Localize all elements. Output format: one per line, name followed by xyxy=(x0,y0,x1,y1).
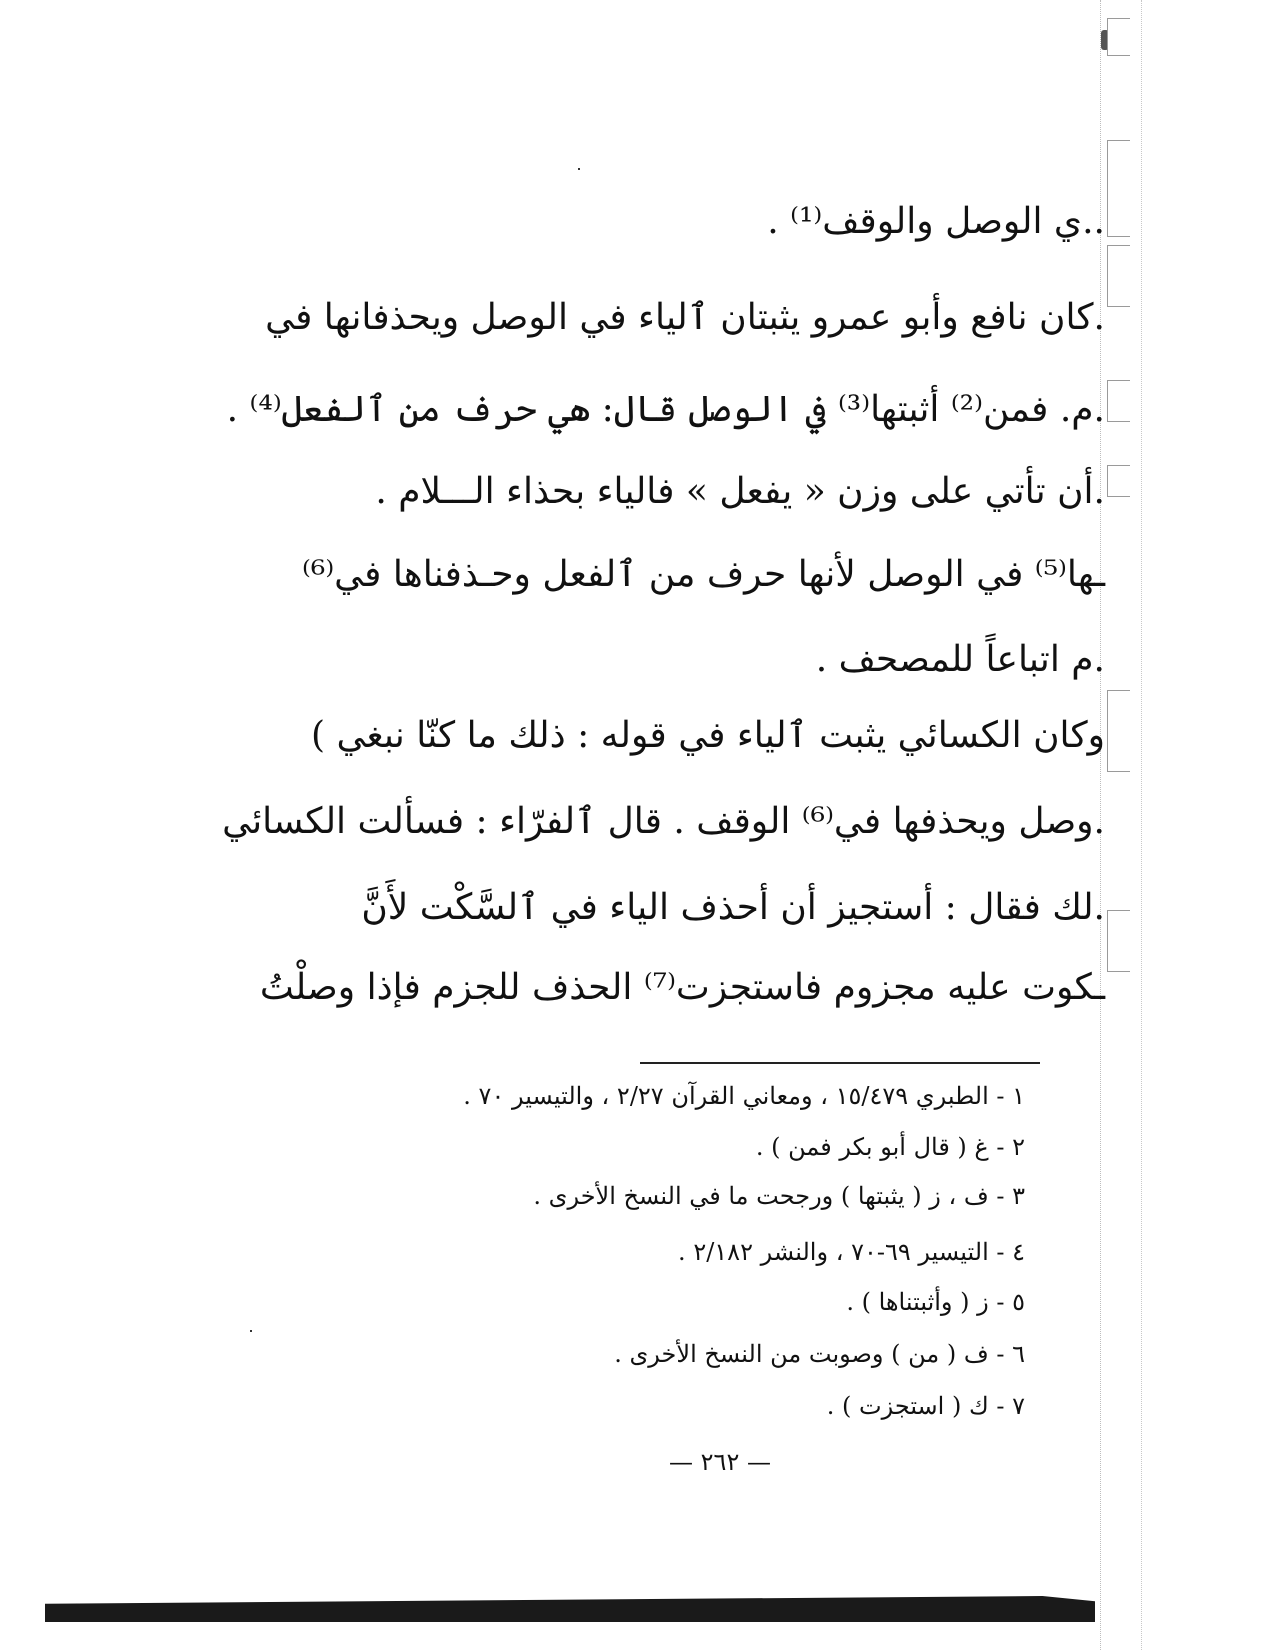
text-line: ..ي الوصل والوقف⁽¹⁾ . xyxy=(767,201,1105,242)
text-line: ـها⁽⁵⁾ في الوصل لأنها حرف من ٱلفعل وحـذفناها في⁽⁶⁾ xyxy=(302,554,1105,595)
binding-mark xyxy=(1107,910,1130,972)
text-line: .أن تأتي على وزن « يفعل » فالياء بحذاء الـــلام . xyxy=(375,471,1105,512)
binding-line xyxy=(1141,0,1142,1650)
text-line: .م اتباعاً للمصحف . xyxy=(815,639,1105,680)
text-line: .وصل ويحذفها في⁽⁶⁾ الوقف . قال ٱلفرّاء : فسألت الكسائي xyxy=(222,801,1105,842)
scan-bottom-edge xyxy=(45,1596,1095,1622)
binding-mark xyxy=(1107,140,1130,237)
text-line: ـكوت عليه مجزوم فاستجزت⁽⁷⁾ الحذف للجزم فإذا وصلْتُ xyxy=(259,967,1105,1008)
text-line: .م. فمن⁽²⁾ أثبتها⁽³⁾ في الوصل قال: هي حرف من ٱلفعل⁽⁴⁾ . xyxy=(226,389,1105,430)
text-line: وكان الكسائي يثبت ٱلياء في قوله : ذلك ما كنّا نبغي ) xyxy=(311,715,1105,756)
footnote: ٣ - ف ، ز ( يثبتها ) ورجحت ما في النسخ الأخرى . xyxy=(533,1182,1025,1210)
text-line: .كان نافع وأبو عمرو يثبتان ٱلياء في الوصل ويحذفانها في xyxy=(265,297,1105,338)
footnote: ١ - الطبري ١٥/٤٧٩ ، ومعاني القرآن ٢/٢٧ ، والتيسير ٧٠ . xyxy=(463,1082,1025,1110)
scan-speck xyxy=(250,1330,252,1332)
binding-mark xyxy=(1107,465,1130,497)
page-number: — ٢٦٢ — xyxy=(669,1448,771,1476)
footnote: ٥ - ز ( وأثبتناها ) . xyxy=(846,1288,1025,1316)
text-line: .لك فقال : أستجيز أن أحذف الياء في ٱلسَّكْت لأَنَّ xyxy=(361,887,1105,928)
footnote: ٧ - ك ( استجزت ) . xyxy=(826,1392,1025,1420)
binding-mark xyxy=(1107,380,1130,422)
scan-speck xyxy=(578,168,580,170)
binding-mark xyxy=(1107,245,1130,307)
footnote: ٢ - غ ( قال أبو بكر فمن ) . xyxy=(755,1133,1025,1161)
footnote: ٦ - ف ( من ) وصوبت من النسخ الأخرى . xyxy=(614,1340,1025,1368)
binding-mark xyxy=(1107,18,1130,56)
scanner-binding-edge xyxy=(1100,0,1171,1650)
footnote-separator xyxy=(640,1062,1040,1064)
binding-mark xyxy=(1107,690,1130,772)
footnote: ٤ - التيسير ٦٩-٧٠ ، والنشر ٢/١٨٢ . xyxy=(678,1238,1025,1266)
